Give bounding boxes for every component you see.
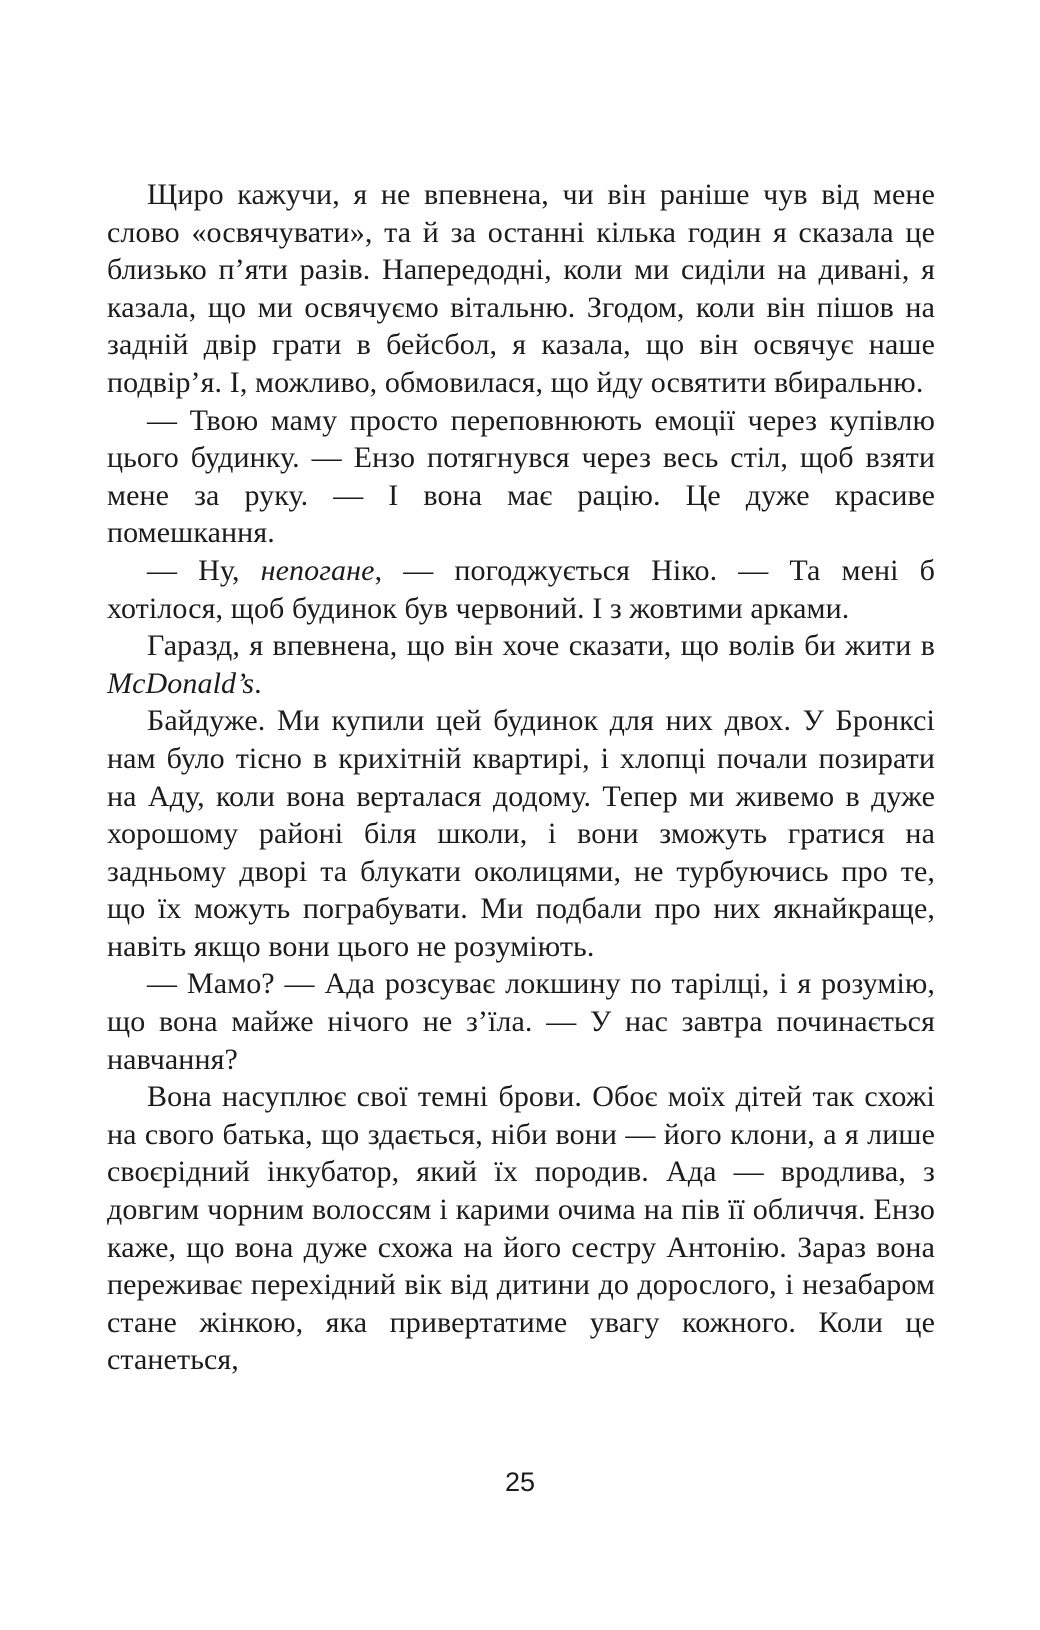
text-run: — Твою маму просто переповнюють емоції через купівлю цього будинку. — Ензо потягнувся через весь стіл, щоб взяти мене за руку. — І вона має рацію. Це дуже красиве помешкання.	[107, 403, 935, 550]
text-run: .	[254, 666, 262, 700]
paragraph	[107, 702, 935, 965]
page-number: 25	[504, 1467, 536, 1497]
text-run-italic: McDonald’s	[107, 666, 255, 700]
text-run: Щиро кажучи, я не впевнена, чи він раніше чув від мене слово «освячувати», та й за останні кілька годин я сказала це близько п’яти разів. Напередодні, коли ми сиділи на дивані, я казала, що ми освячуємо вітальню. Згодом, коли він пішов на задній двір грати в бейсбол, я казала, що він освячує наше подвір’я. І, можливо, обмовилася, що йду освятити вбиральню.	[107, 178, 935, 399]
paragraph	[107, 402, 935, 552]
text-run: — Ну,	[147, 553, 261, 587]
text-run: Гаразд, я впевнена, що він хоче сказати, що волів би жити в	[147, 629, 935, 663]
text-run: Байдуже. Ми купили цей будинок для них двох. У Бронксі нам було тісно в крихітній квартирі, і хлопці почали позирати на Аду, коли вона верталася додому. Тепер ми живемо в дуже хорошому районі біля школи, і вони зможуть гратися на задньому дворі та блукати околицями, не турбуючись про те, що їх можуть пограбувати. Ми подбали про них якнайкраще, навіть якщо вони цього не розуміють.	[107, 704, 935, 963]
text-block	[107, 176, 935, 1379]
text-run-italic: непогане	[260, 553, 375, 587]
paragraph	[107, 627, 935, 702]
paragraph	[107, 1078, 935, 1379]
paragraph	[107, 965, 935, 1078]
text-run: Вона насуплює свої темні брови. Обоє моїх дітей так схожі на свого батька, що здається, ніби вони — його клони, а я лише своєрідний інкубатор, який їх породив. Ада — вродлива, з довгим чорним волоссям і карими очима на пів її обличчя. Ензо каже, що вона дуже схожа на його сестру Антонію. Зараз вона переживає перехідний вік від дитини до дорослого, і незабаром стане жінкою, яка привертатиме увагу кожного. Коли це станеться,	[107, 1080, 935, 1377]
text-run: , — погоджується Ніко. — Та мені б хотілося, щоб будинок був червоний. І з жовтими арками.	[107, 553, 935, 625]
paragraph	[107, 552, 935, 627]
text-run: — Мамо? — Ада розсуває локшину по тарілці, і я розумію, що вона майже нічого не з’їла. — У нас завтра починається навчання?	[107, 967, 935, 1076]
paragraph	[107, 176, 935, 402]
